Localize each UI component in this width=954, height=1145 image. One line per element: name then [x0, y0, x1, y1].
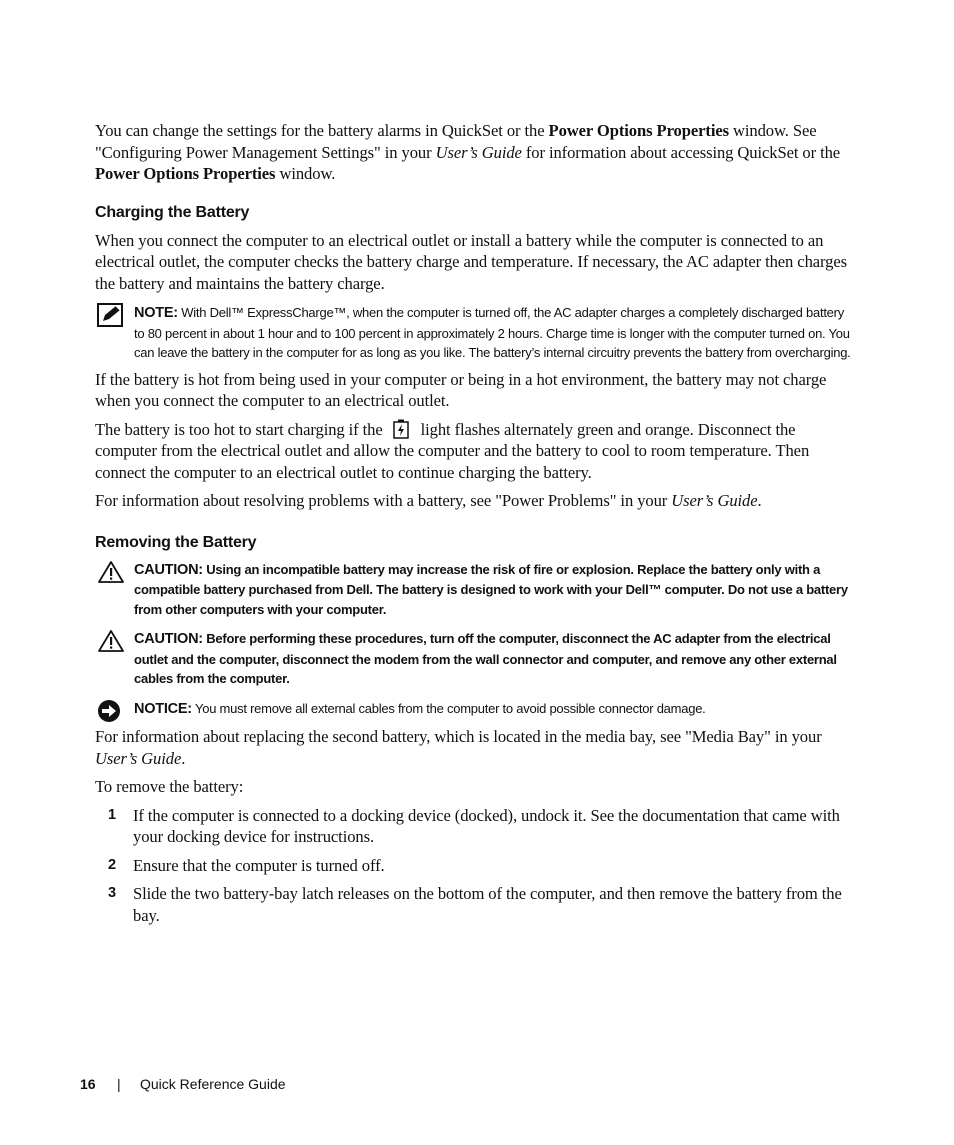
note-label: NOTE:	[134, 305, 178, 321]
charging-p4-end: .	[757, 491, 762, 510]
caution-2-text: Before performing these procedures, turn off the computer, disconnect the AC adapter from the electrical outlet and the computer, disconnect the modem from the wall connector and computer, and remove any other external cables from the computer.	[134, 631, 837, 686]
notice-text: You must remove all external cables from the computer to avoid possible connector damage.	[191, 700, 706, 716]
charging-p4-start: For information about resolving problems with a battery, see "Power Problems" in your	[95, 491, 672, 510]
intro-paragraph	[95, 120, 857, 185]
caution-1-text: Using an incompatible battery may increase the risk of fire or explosion. Replace the battery only with a compatible battery purchased from Dell. The battery is designed to work with your Dell™ computer. Do not use a battery from other computers with your computer.	[134, 561, 848, 617]
step-text: If the computer is connected to a docking device (docked), undock it. See the documentation that came with your docking device for instructions.	[133, 805, 840, 846]
warning-triangle-icon	[97, 560, 125, 584]
intro-text-1: You can change the settings for the battery alarms in QuickSet or the	[95, 121, 549, 140]
charging-paragraph-1: When you connect the computer to an electrical outlet or install a battery while the computer is connected to an electrical outlet, the computer checks the battery charge and temperature. If necessary, the AC adapter then charges the battery and maintains the battery charge.	[95, 230, 847, 293]
footer-separator: |	[117, 1076, 121, 1092]
intro-italic-1: User’s Guide	[435, 142, 522, 162]
note-block	[95, 303, 857, 363]
pencil-note-icon	[97, 303, 125, 327]
caution-2-label: CAUTION:	[134, 631, 203, 647]
charging-paragraph-3	[95, 419, 857, 484]
charging-paragraph-4	[95, 490, 857, 512]
list-item	[95, 855, 857, 877]
intro-text-4: window.	[275, 164, 336, 183]
intro-bold-2: Power Options Properties	[95, 164, 276, 183]
intro-bold-1: Power Options Properties	[548, 121, 729, 140]
warning-triangle-icon	[97, 629, 125, 653]
removing-p1-italic: User’s Guide	[95, 748, 182, 768]
step-number: 1	[108, 806, 116, 823]
removing-heading: Removing the Battery	[95, 533, 257, 551]
caution-block-1	[95, 560, 857, 620]
charging-p3-start: The battery is too hot to start charging if the	[95, 419, 383, 439]
charging-p4-italic: User’s Guide	[671, 491, 758, 510]
page-content	[95, 120, 857, 926]
footer-title: Quick Reference Guide	[140, 1076, 286, 1092]
page-number: 16	[80, 1076, 96, 1092]
caution-block-2	[95, 629, 857, 689]
charging-heading: Charging the Battery	[95, 203, 250, 221]
removing-p1-end: .	[181, 748, 186, 768]
removing-paragraph-1	[95, 726, 857, 769]
caution-1-label: CAUTION:	[134, 561, 203, 578]
list-item	[95, 805, 857, 848]
battery-light-icon	[393, 419, 409, 439]
notice-arrow-icon	[97, 699, 125, 723]
notice-block	[95, 699, 857, 720]
step-number: 2	[108, 856, 116, 873]
list-item	[95, 883, 857, 926]
charging-paragraph-2: If the battery is hot from being used in your computer or being in a hot environment, the battery may not charge when you connect the computer to an electrical outlet.	[95, 369, 827, 410]
notice-label: NOTICE:	[134, 700, 192, 717]
removing-paragraph-2: To remove the battery:	[95, 777, 244, 796]
intro-text-3: for information about accessing QuickSet or the	[521, 142, 841, 162]
charging-p3-end: light flashes alternately green and orange. Disconnect the computer from the electrical outlet and allow the computer and the battery to cool to room temperature. Then connect the computer to an electrical outlet to continue charging the battery.	[95, 419, 810, 482]
intro-text-2: window. See "Configuring Power Management Settings" in your	[95, 121, 817, 162]
removing-p1-start: For information about replacing the second battery, which is located in the media bay, see "Media Bay" in your	[95, 727, 822, 746]
note-text: With Dell™ ExpressCharge™, when the computer is turned off, the AC adapter charges a completely discharged battery to 80 percent in about 1 hour and to 100 percent in approximately 2 hours. Charge time is longer with the computer turned on. You can leave the battery in the computer for as long as you like. The battery’s internal circuitry prevents the battery from overcharging.	[134, 305, 851, 360]
step-text: Slide the two battery-bay latch releases on the bottom of the computer, and then remove the battery from the bay.	[133, 884, 842, 925]
removal-steps-list	[95, 805, 857, 927]
step-number: 3	[108, 885, 116, 901]
step-text: Ensure that the computer is turned off.	[133, 855, 385, 875]
